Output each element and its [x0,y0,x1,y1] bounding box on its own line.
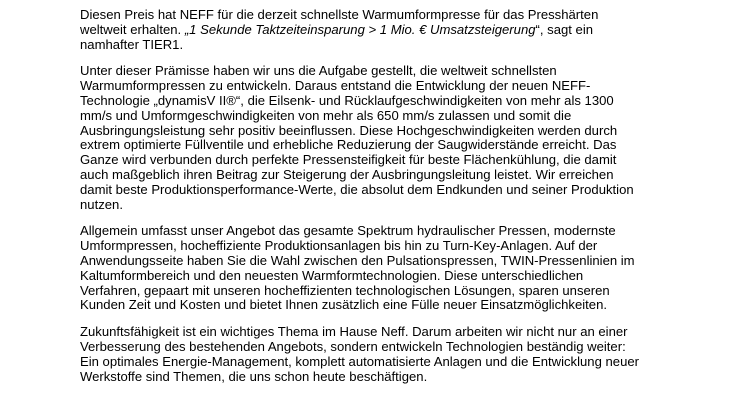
text-run: mm/s und Umformgeschwindigkeiten von mehr als 650 mm/s zulassen und somit die [80,107,572,123]
text-run: Kaltumformbereich und den neuesten Warmformtechnologien. Diese unterschiedlichen [80,267,584,283]
text-line [80,269,680,284]
paragraph [80,64,680,212]
text-line [80,153,680,168]
text-run: Kunden Zeit und Kosten und bietet Ihnen zusätzlich eine Fülle neuer Einsatzmöglichkeiten. [80,297,607,313]
text-line [80,325,680,340]
text-line [80,23,680,38]
text-line [80,198,680,213]
text-line [80,138,680,153]
text-run: extrem optimierte Füllventile und erhebliche Reduzierung der Saugwiderstände erreicht. Das [80,137,617,153]
text-run: Anwendungsseite haben Sie die Wahl zwischen den Pulsationspressen, TWIN-Pressenlinien im [80,252,635,268]
text-line [80,79,680,94]
paragraph [80,224,680,313]
text-run: Technologie „dynamisV II®“, die Eilsenk- und Rücklaufgeschwindigkeiten von mehr als 1300 [80,92,614,108]
text-run: Ein optimales Energie-Management, komplett automatisierte Anlagen und die Entwicklung neuer [80,353,639,369]
text-line [80,355,680,370]
text-run: auch maßgeblich ihren Beitrag zur Steigerung der Ausbringungsleitung leistet. Wir erreichen [80,166,614,182]
text-line [80,64,680,79]
text-line [80,239,680,254]
text-line [80,109,680,124]
paragraph-list [80,8,680,384]
text-run: Unter dieser Prämisse haben wir uns die Aufgabe gestellt, die weltweit schnellsten [80,63,557,79]
text-run: Zukunftsfähigkeit ist ein wichtiges Thema im Hause Neff. Darum arbeiten wir nicht nur an einer [80,324,628,340]
text-line [80,340,680,355]
text-line [80,254,680,269]
text-line [80,183,680,198]
paragraph [80,8,680,52]
text-run: “, sagt ein [535,21,594,37]
text-run: Werkstoffe sind Themen, die uns schon heute beschäftigen. [80,368,428,384]
text-run: Umformpressen, hocheffiziente Produktionsanlagen bis hin zu Turn-Key-Anlagen. Auf der [80,238,598,254]
text-line [80,298,680,313]
text-run: Allgemein umfasst unser Angebot das gesamte Spektrum hydraulischer Pressen, modernste [80,223,616,239]
text-run: Diesen Preis hat NEFF für die derzeit schnellste Warmumformpresse für das Presshärten [80,7,599,22]
text-line [80,8,680,23]
text-run: Verbesserung des bestehenden Angebots, sondern entwickeln Technologien beständig weiter: [80,338,626,354]
text-run: damit beste Produktionsperformance-Werte, die absolut dem Endkunden und seiner Produktion [80,181,634,197]
text-run: weltweit erhalten. [80,21,185,37]
text-line [80,38,680,53]
text-run: nutzen. [80,196,123,212]
text-run: Ausbringungsleistung sehr positiv beeinflussen. Diese Hochgeschwindigkeiten werden durch [80,122,618,138]
text-line [80,370,680,385]
text-run: Verfahren, gepaart mit unseren hocheffizienten technologischen Lösungen, sparen unseren [80,282,610,298]
text-line [80,124,680,139]
text-line [80,284,680,299]
text-run: Ganze wird verbunden durch perfekte Pressensteifigkeit für beste Flächenkühlung, die damit [80,152,617,168]
text-line [80,168,680,183]
text-run: Warmumformpressen zu entwickeln. Daraus entstand die Entwicklung der neuen NEFF- [80,78,591,94]
document-body [80,8,680,396]
text-line [80,94,680,109]
quote-emphasis: „1 Sekunde Taktzeiteinsparung > 1 Mio. € Umsatzsteigerung [184,21,536,37]
text-line [80,224,680,239]
text-run: namhafter TIER1. [80,36,184,52]
paragraph [80,325,680,384]
